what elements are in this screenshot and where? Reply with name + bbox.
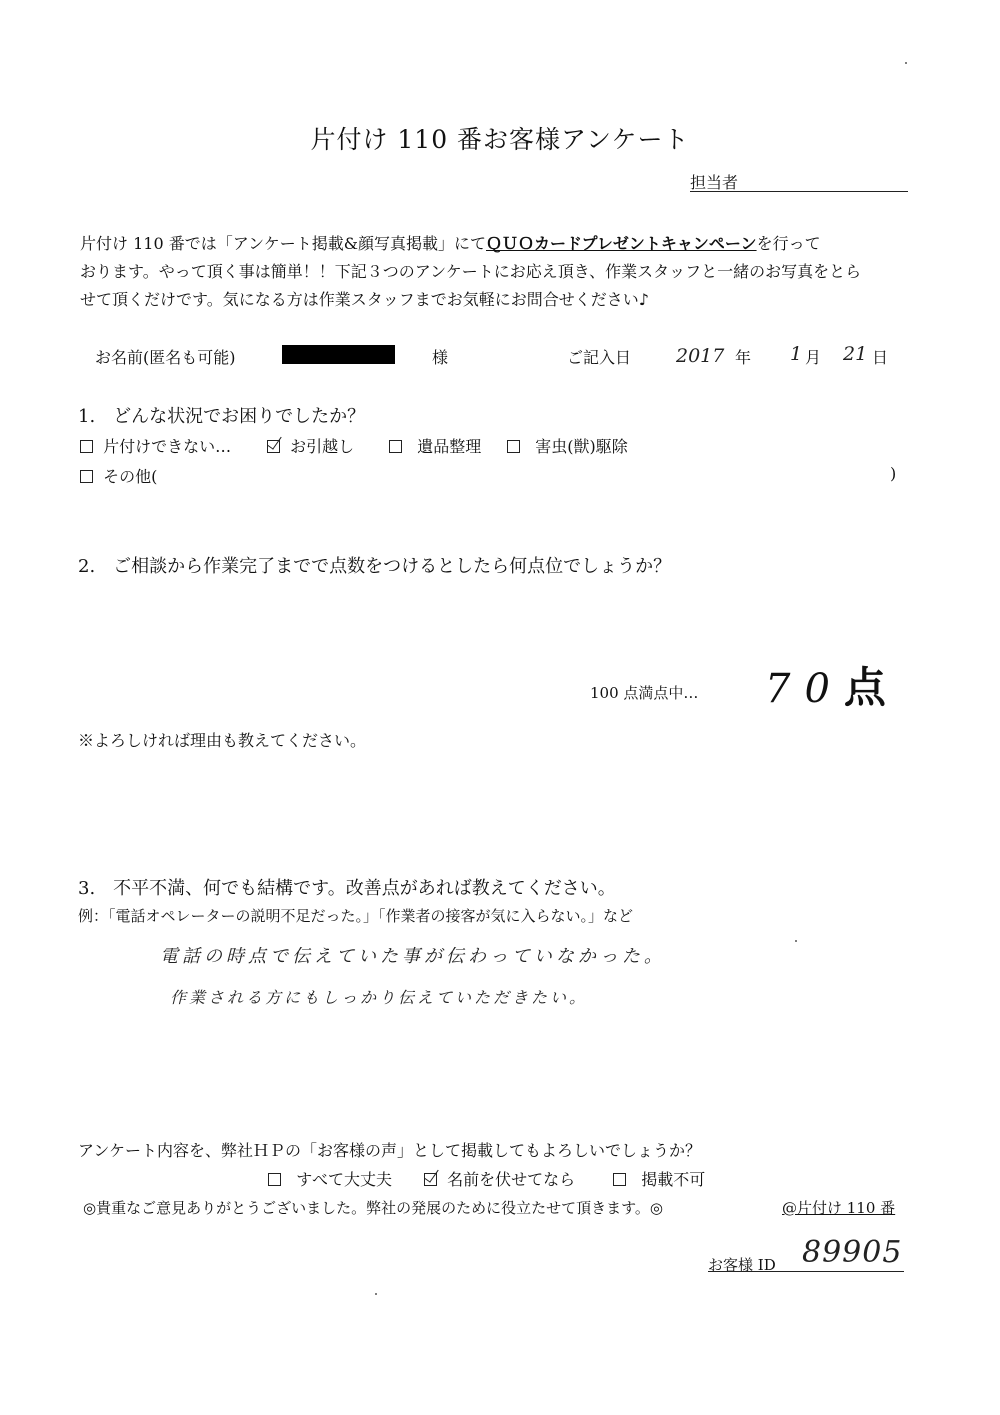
- option-label: その他(: [103, 467, 158, 486]
- redacted-name: [282, 345, 395, 364]
- name-suffix: 様: [432, 348, 449, 367]
- checkbox-icon[interactable]: [268, 1173, 281, 1186]
- date-month: 1: [790, 343, 803, 365]
- q1-option-estate[interactable]: [389, 434, 481, 457]
- reason-prompt: ※よろしければ理由も教えてください。: [78, 731, 367, 750]
- q1-option-cleanup[interactable]: [80, 434, 231, 457]
- q1-option-other[interactable]: [80, 464, 157, 487]
- brand-name: @片付け 110 番: [782, 1199, 896, 1217]
- score-unit: 点: [843, 663, 886, 712]
- intro-line-2: おります。やって頂く事は簡単！！下記３つのアンケートにお応え頂き、作業スタッフと一緒のお写真をとら: [80, 262, 862, 281]
- date-day: 21: [843, 343, 868, 365]
- date-label: ご記入日: [567, 348, 632, 367]
- score-value: 70: [765, 666, 844, 712]
- score-display: [765, 655, 886, 715]
- intro-text-end: を行って: [756, 234, 821, 253]
- checked-checkbox-icon[interactable]: [424, 1173, 437, 1186]
- checkbox-icon[interactable]: [613, 1173, 626, 1186]
- year-unit: 年: [735, 348, 752, 367]
- customer-id-value: 89905: [802, 1235, 903, 1270]
- intro-line-3: せて頂くだけです。気になる方は作業スタッフまでお気軽にお問合せください♪: [80, 290, 649, 309]
- scan-speck: [795, 940, 797, 942]
- publish-question: アンケート内容を、弊社ＨＰの「お客様の声」として掲載してもよろしいでしょうか？: [78, 1141, 702, 1160]
- checkbox-icon[interactable]: [80, 470, 93, 483]
- scan-speck: [905, 62, 907, 64]
- q3-answer-line-2: 作業される方にもしっかり伝えていただきたい。: [170, 988, 589, 1007]
- publish-option-none[interactable]: [613, 1167, 705, 1190]
- date-year: 2017: [676, 345, 725, 367]
- name-label: お名前(匿名も可能): [95, 348, 236, 367]
- checked-checkbox-icon[interactable]: [267, 440, 280, 453]
- score-prefix: 100 点満点中…: [590, 684, 699, 702]
- q3-question: 3. 不平不満、何でも結構です。改善点があれば教えてください。: [78, 878, 616, 899]
- customer-id-label: お客様 ID: [708, 1256, 776, 1274]
- publish-option-anonymous[interactable]: [424, 1167, 575, 1190]
- q2-question: 2. ご相談から作業完了までで点数をつけるとしたら何点位でしょうか？: [78, 556, 672, 577]
- option-label: 名前を伏せてなら: [447, 1170, 576, 1189]
- option-label: お引越し: [290, 437, 355, 456]
- scan-speck: [375, 1293, 377, 1295]
- q1-option-moving[interactable]: [267, 434, 354, 457]
- staff-signature-line: [690, 191, 908, 192]
- intro-line-1: [80, 230, 910, 258]
- staff-label: 担当者: [690, 173, 739, 192]
- checkbox-icon[interactable]: [389, 440, 402, 453]
- intro-paragraph: [80, 230, 910, 314]
- q1-other-close: ): [890, 464, 897, 483]
- checkbox-icon[interactable]: [80, 440, 93, 453]
- q1-option-pest[interactable]: [507, 434, 628, 457]
- q3-answer-line-1: 電話の時点で伝えていた事が伝わっていなかった。: [160, 946, 666, 967]
- option-label: 片付けできない…: [103, 437, 232, 456]
- option-label: 遺品整理: [417, 437, 482, 456]
- day-unit: 日: [872, 348, 889, 367]
- option-label: すべて大丈夫: [296, 1170, 392, 1189]
- thanks-message: ◎貴重なご意見ありがとうございました。弊社の発展のために役立たせて頂きます。◎: [83, 1199, 663, 1217]
- option-label: 掲載不可: [641, 1170, 706, 1189]
- intro-text: 片付け 110 番では「アンケート掲載&顔写真掲載」にて: [80, 234, 486, 253]
- q1-question: 1. どんな状況でお困りでしたか？: [78, 406, 366, 427]
- month-unit: 月: [805, 348, 822, 367]
- campaign-highlight: ＱＵＯカードプレゼントキャンペーン: [486, 234, 757, 253]
- option-label: 害虫(獣)駆除: [535, 437, 628, 456]
- customer-id-line: [708, 1271, 904, 1272]
- publish-option-all[interactable]: [268, 1167, 392, 1190]
- survey-title: 片付け 110 番お客様アンケート: [310, 125, 690, 154]
- checkbox-icon[interactable]: [507, 440, 520, 453]
- q3-example: 例：「電話オペレーターの説明不足だった。」「作業者の接客が気に入らない。」など: [78, 907, 634, 925]
